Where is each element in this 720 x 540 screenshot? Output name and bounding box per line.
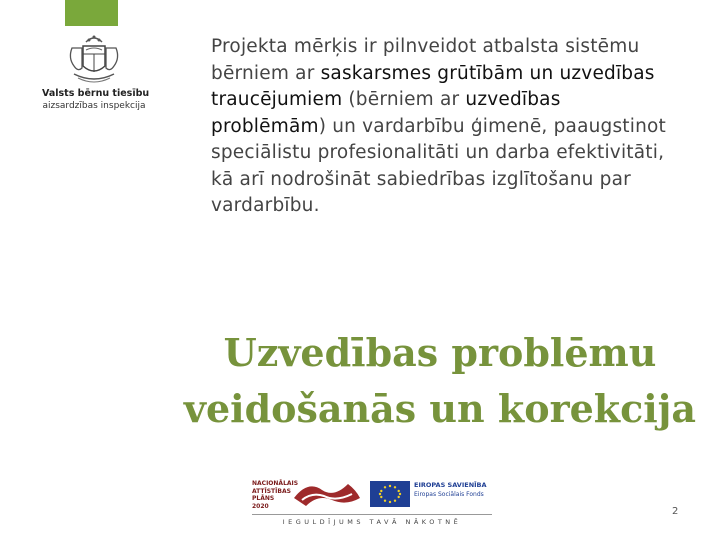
paragraph-segment: ) un vardarbību ģimenē, paaugstinot speciālistu profesionalitāti un darba efektivitāti, kā arī nodrošināt sabiedrības izglītošanu par vardarbību. — [211, 115, 666, 216]
project-goal-paragraph — [211, 34, 681, 220]
footer-logos — [252, 476, 492, 524]
paragraph-segment: Projekta mērķis ir pilnveidot atbalsta sistēmu bērniem ar — [211, 36, 640, 84]
page-number: 2 — [672, 506, 679, 517]
organization-logo — [42, 34, 150, 118]
slide-title-line2: veidošanās un korekcija — [183, 386, 697, 431]
nap-logo-text: NACIONĀLAIS ATTĪSTĪBAS PLĀNS 2020 — [252, 480, 299, 510]
latvia-ribbon-icon — [252, 476, 364, 510]
eu-logo — [370, 476, 490, 510]
eu-flag-icon — [370, 481, 410, 507]
footer-divider — [252, 514, 492, 515]
paragraph-emphasis: uzvedības problēmām — [211, 89, 561, 137]
logo-text-line1: Valsts bērnu tiesību — [42, 88, 150, 99]
accent-bar — [65, 0, 118, 26]
logo-text-line2: aizsardzības inspekcija — [42, 101, 146, 111]
paragraph-segment: (bērniem ar — [342, 89, 466, 110]
eu-logo-title: EIROPAS SAVIENĪBA — [414, 481, 487, 489]
latvian-coat-of-arms-icon — [66, 34, 122, 86]
nap-logo — [252, 476, 364, 510]
footer-slogan: IEGULDĪJUMS TAVĀ NĀKOTNĒ — [282, 518, 462, 526]
eu-logo-subtitle: Eiropas Sociālais Fonds — [414, 491, 484, 498]
slide-title-line1: Uzvedības problēmu — [223, 330, 657, 375]
slide-title — [180, 325, 700, 437]
paragraph-emphasis: saskarsmes grūtībām un uzvedības traucējumiem — [211, 62, 655, 110]
